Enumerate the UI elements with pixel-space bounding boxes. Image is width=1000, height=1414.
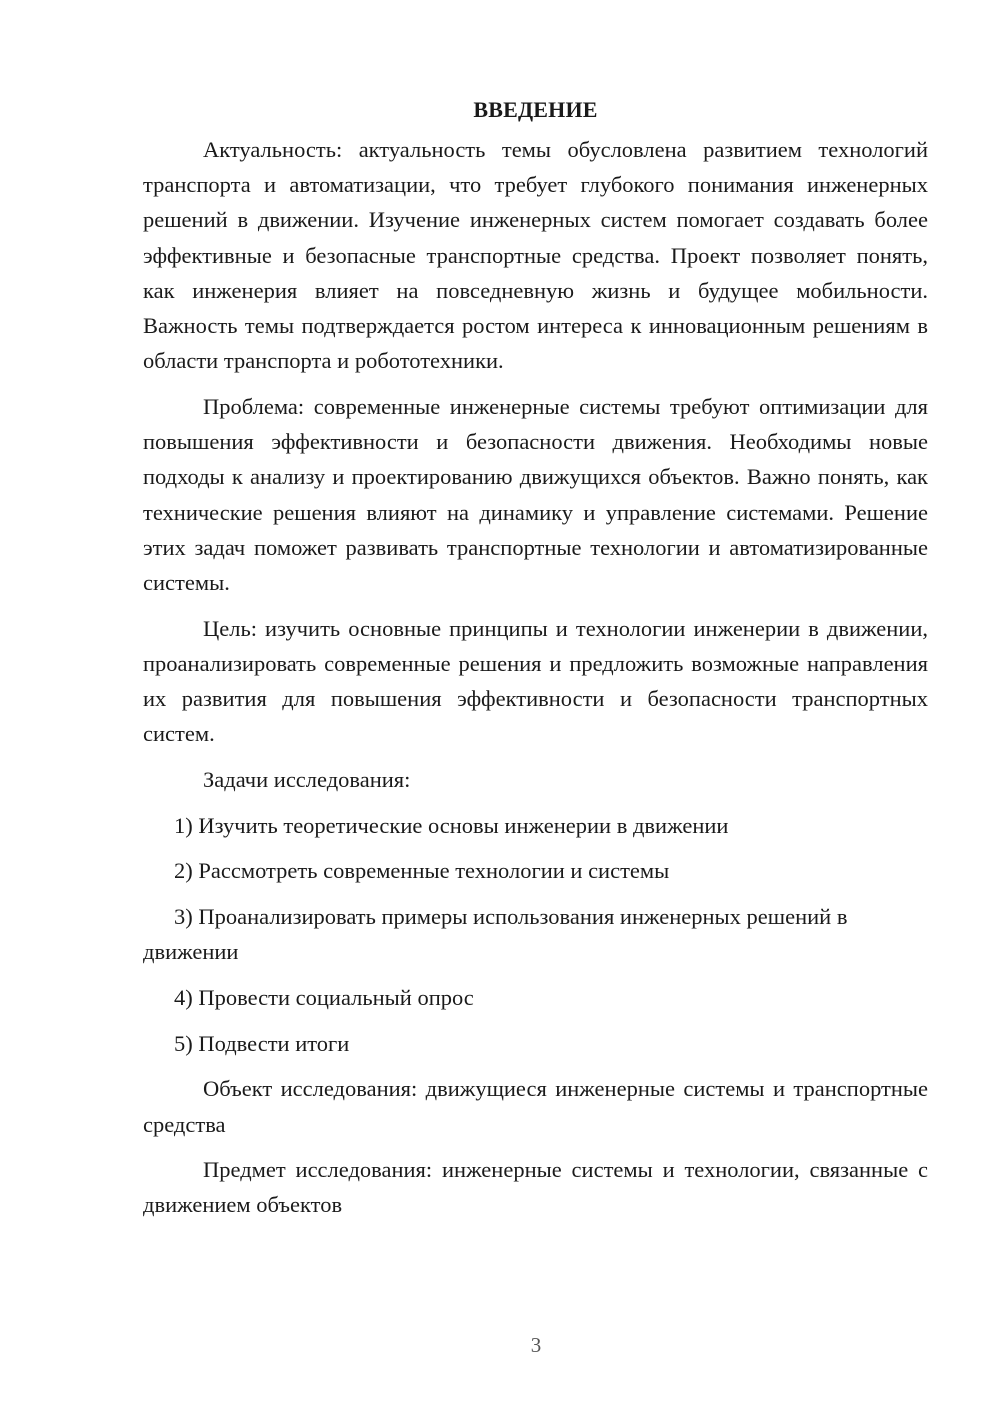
task-item-5: 5) Подвести итоги [174,1030,350,1056]
task-item-2: 2) Рассмотреть современные технологии и системы [174,858,670,884]
task-item-3: 3) Проанализировать примеры использования инженерных решений в движении [143,904,848,965]
task-item-4: 4) Провести социальный опрос [174,984,474,1010]
research-object-paragraph: Объект исследования: движущиеся инженерные системы и транспортные средства [143,1076,928,1137]
problem-paragraph: Проблема: современные инженерные системы требуют оптимизации для повышения эффективности и безопасности движения. Необходимы новые подходы к анализу и проектированию движущихся объектов. Важно понять, как технические решения влияют на динамику и управление системами. Решение этих задач поможет развивать транспортные технологии и автоматизированные системы. [143,393,928,595]
task-item-1: 1) Изучить теоретические основы инженерии в движении [174,812,729,838]
page-number: 3 [530,1333,542,1357]
research-subject-paragraph: Предмет исследования: инженерные системы и технологии, связанные с движением объектов [143,1157,928,1218]
tasks-heading: Задачи исследования: [203,766,411,792]
page-content [143,92,928,1233]
section-heading: ВВЕДЕНИЕ [473,97,598,122]
relevance-paragraph: Актуальность: актуальность темы обусловлена развитием технологий транспорта и автоматизации, что требует глубокого понимания инженерных решений в движении. Изучение инженерных систем помогает создавать более эффективные и безопасные транспортные средства. Проект позволяет понять, как инженерия влияет на повседневную жизнь и будущее мобильности. Важность темы подтверждается ростом интереса к инновационным решениям в области транспорта и робототехники. [143,137,928,374]
goal-paragraph: Цель: изучить основные принципы и технологии инженерии в движении, проанализировать современные решения и предложить возможные направления их развития для повышения эффективности и безопасности транспортных систем. [143,615,928,747]
